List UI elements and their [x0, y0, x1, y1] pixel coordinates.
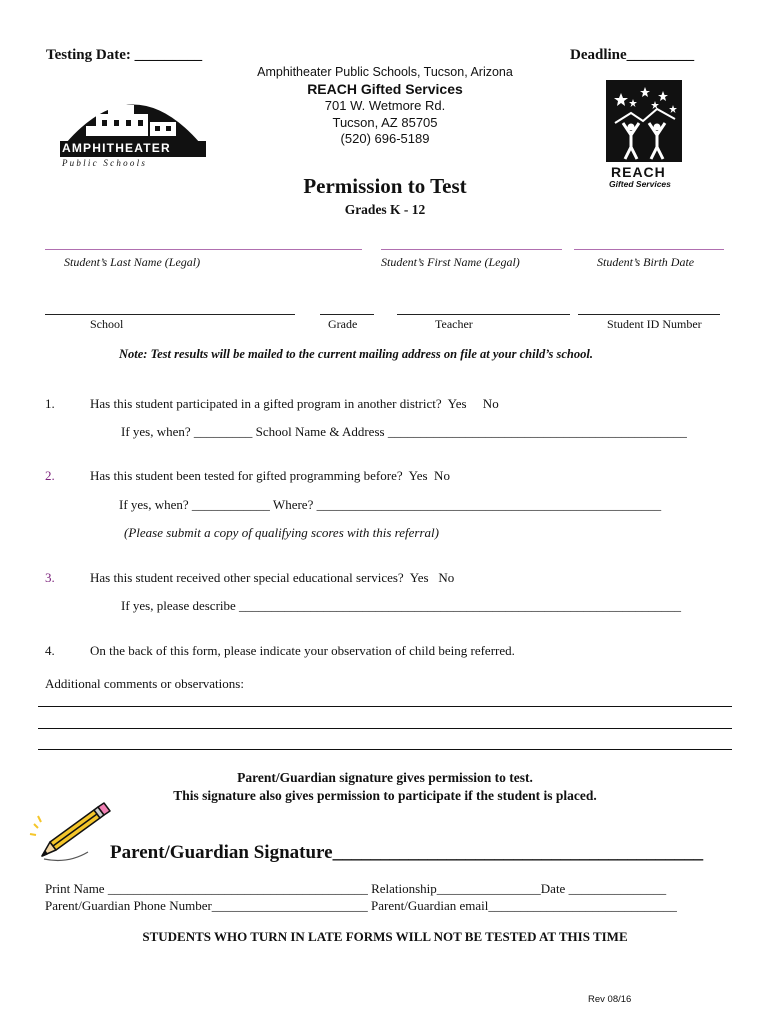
student-id-label: Student ID Number: [607, 317, 702, 331]
last-name-label: Student’s Last Name (Legal): [64, 255, 201, 269]
consent-statement-2: This signature also gives permission to participate if the student is placed.: [173, 788, 597, 803]
first-name-label: Student’s First Name (Legal): [381, 255, 520, 269]
comment-line-1[interactable]: [38, 706, 732, 707]
question-text-4: On the back of this form, please indicate your observation of child being referred.: [90, 643, 515, 658]
address-line2: Tucson, AZ 85705: [332, 115, 438, 130]
deadline-field[interactable]: Deadline_________: [570, 47, 695, 63]
comment-line-3[interactable]: [38, 749, 732, 750]
teacher-line[interactable]: [397, 314, 570, 315]
question-followup-3[interactable]: If yes, please describe ____________________________________________________________________: [121, 598, 682, 613]
question-number-3: 3.: [45, 570, 55, 585]
testing-date-field[interactable]: Testing Date: _________: [46, 47, 203, 63]
teacher-label: Teacher: [435, 317, 473, 331]
consent-statement-1: Parent/Guardian signature gives permission to test.: [237, 770, 533, 785]
print-name-line[interactable]: Print Name ________________________________________ Relationship________________Date _______________: [45, 881, 667, 896]
school-line[interactable]: [45, 314, 295, 315]
school-label: School: [90, 317, 124, 331]
phone-email-line[interactable]: Parent/Guardian Phone Number________________________ Parent/Guardian email_____________________________: [45, 898, 677, 913]
last-name-line[interactable]: [45, 249, 362, 250]
amphitheater-logo-subtext: P u b l i c S c h o o l s: [62, 158, 145, 168]
signature-field[interactable]: Parent/Guardian Signature_______________________________________: [110, 842, 704, 863]
grade-label: Grade: [328, 317, 358, 331]
first-name-line[interactable]: [381, 249, 562, 250]
student-id-line[interactable]: [578, 314, 720, 315]
question-number-4: 4.: [45, 643, 55, 658]
reach-logo: [605, 79, 683, 163]
pencil-icon: [28, 802, 114, 864]
grade-line[interactable]: [320, 314, 374, 315]
district-name: Amphitheater Public Schools, Tucson, Arizona: [257, 65, 513, 79]
question-note-2: (Please submit a copy of qualifying scores with this referral): [124, 525, 439, 540]
question-number-1: 1.: [45, 396, 55, 411]
mailing-note: Note: Test results will be mailed to the current mailing address on file at your child’s school.: [119, 347, 593, 361]
org-name: REACH Gifted Services: [307, 81, 463, 97]
amphitheater-logo-text: AMPHITHEATER: [62, 141, 171, 155]
question-number-2: 2.: [45, 468, 55, 483]
question-text-3: Has this student received other special educational services? Yes No: [90, 570, 455, 585]
revision-label: Rev 08/16: [588, 994, 632, 1005]
reach-logo-subtext: Gifted Services: [609, 179, 671, 189]
phone-number: (520) 696-5189: [340, 131, 430, 146]
question-followup-1[interactable]: If yes, when? _________ School Name & Address ______________________________________________: [121, 424, 687, 439]
question-followup-2[interactable]: If yes, when? ____________ Where? _____________________________________________________: [119, 497, 662, 512]
question-text-2: Has this student been tested for gifted programming before? Yes No: [90, 468, 450, 483]
address-line1: 701 W. Wetmore Rd.: [324, 98, 446, 113]
birth-date-line[interactable]: [574, 249, 724, 250]
question-text-1: Has this student participated in a gifted program in another district? Yes No: [90, 396, 499, 411]
comment-line-2[interactable]: [38, 728, 732, 729]
late-forms-notice: STUDENTS WHO TURN IN LATE FORMS WILL NOT BE TESTED AT THIS TIME: [142, 929, 628, 944]
page-title: Permission to Test: [303, 174, 467, 198]
reach-logo-text: REACH: [611, 164, 666, 180]
birth-date-label: Student’s Birth Date: [597, 255, 695, 269]
comments-label: Additional comments or observations:: [45, 676, 244, 691]
page-subtitle: Grades K - 12: [344, 202, 426, 217]
